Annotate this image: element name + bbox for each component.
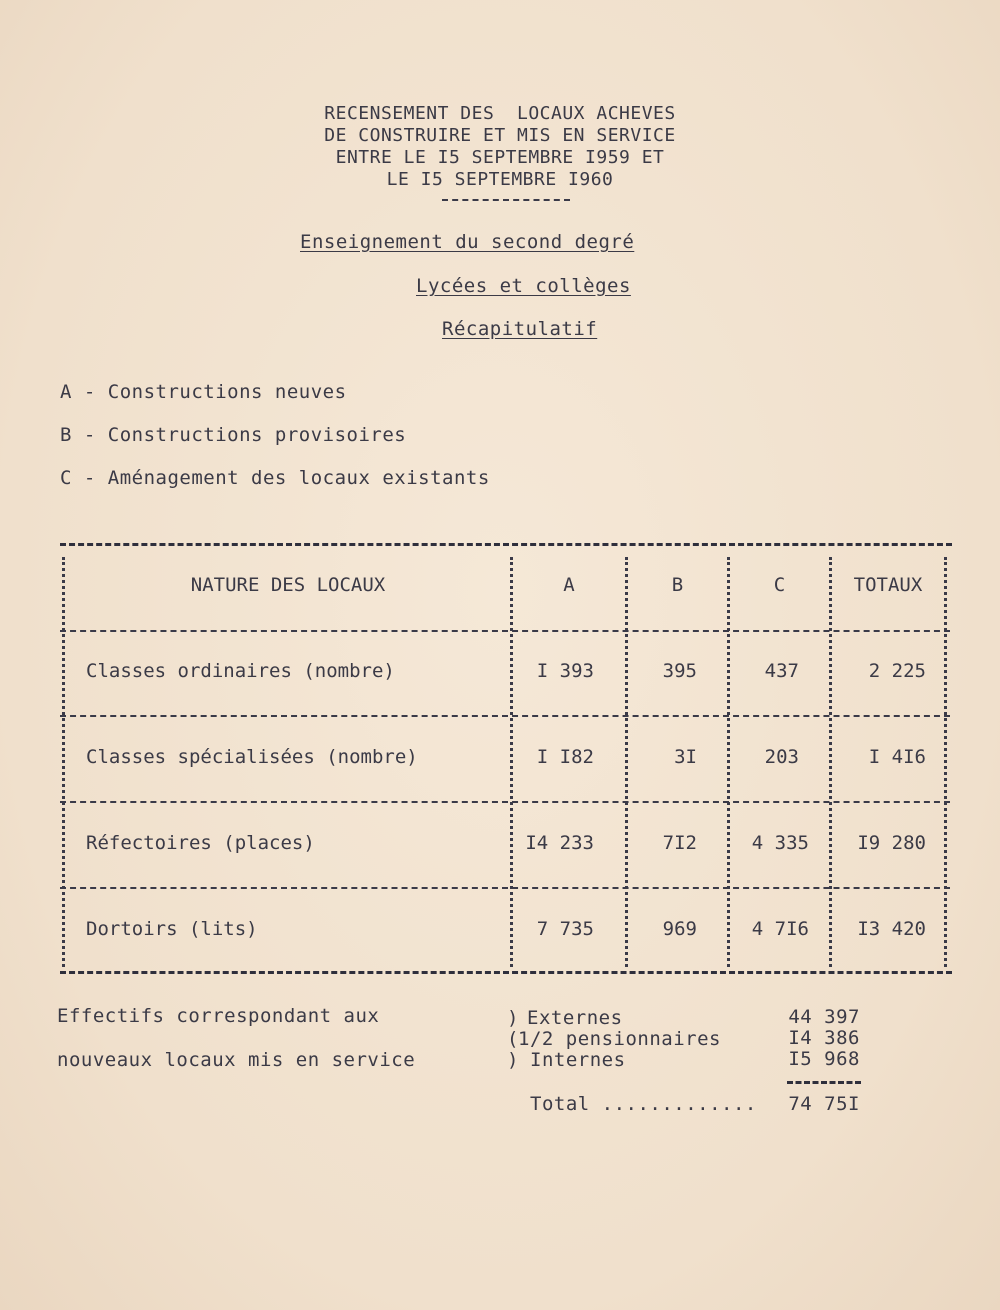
effectif-label: 1/2 pensionnaires: [518, 1028, 721, 1050]
total-value: 74 75I: [788, 1093, 860, 1115]
section-subtitle: Lycées et collèges: [416, 275, 631, 297]
column-header-a: A: [563, 574, 575, 596]
table-rule: [60, 887, 950, 889]
cell-b: 969: [662, 918, 697, 940]
cell-total: I3 420: [857, 918, 926, 940]
table-column-divider: [727, 557, 730, 967]
legend-item-c: C - Aménagement des locaux existants: [60, 467, 490, 489]
table-border-top: [60, 543, 952, 546]
column-header-c: C: [773, 574, 786, 596]
row-label: Dortoirs (lits): [86, 918, 258, 940]
cell-b: 395: [662, 660, 697, 682]
effectif-label: Externes: [527, 1007, 623, 1029]
row-label: Réfectoires (places): [86, 832, 315, 854]
effectif-bracket: (: [507, 1028, 519, 1050]
cell-c: 4 335: [751, 832, 809, 854]
cell-a: 7 735: [536, 918, 594, 940]
table-column-divider: [510, 557, 513, 967]
table-rule: [60, 801, 950, 803]
effectif-value: 44 397: [788, 1006, 860, 1028]
effectif-bracket: ): [507, 1049, 519, 1071]
cell-b: 3I: [674, 746, 697, 768]
doc-title-line-1: RECENSEMENT DES LOCAUX ACHEVES: [324, 103, 676, 124]
effectif-value: I5 968: [788, 1048, 860, 1070]
effectifs-label-line-2: nouveaux locaux mis en service: [57, 1049, 416, 1071]
cell-a: I 393: [536, 660, 594, 682]
cell-c: 203: [764, 746, 799, 768]
effectif-label: Internes: [530, 1049, 626, 1071]
cell-a: I I82: [536, 746, 594, 768]
column-header-b: B: [671, 574, 684, 596]
table-rule: [60, 715, 950, 717]
section-title: Enseignement du second degré: [300, 231, 635, 253]
column-header-nature: NATURE DES LOCAUX: [190, 574, 386, 596]
table-border-bottom: [60, 971, 952, 974]
legend-item-a: A - Constructions neuves: [60, 381, 347, 403]
cell-a: I4 233: [525, 832, 594, 854]
legend-item-b: B - Constructions provisoires: [60, 424, 407, 446]
doc-title-line-4: LE I5 SEPTEMBRE I960: [386, 169, 614, 190]
table-column-divider: [62, 557, 65, 967]
row-label: Classes ordinaires (nombre): [86, 660, 395, 682]
cell-total: I9 280: [857, 832, 926, 854]
sum-rule: [787, 1081, 861, 1084]
column-header-totaux: TOTAUX: [853, 574, 923, 596]
effectif-bracket: ): [507, 1007, 519, 1029]
doc-title-line-2: DE CONSTRUIRE ET MIS EN SERVICE: [324, 125, 676, 146]
doc-title-line-3: ENTRE LE I5 SEPTEMBRE I959 ET: [335, 147, 665, 168]
cell-total: I 4I6: [868, 746, 926, 768]
effectif-value: I4 386: [788, 1027, 860, 1049]
cell-total: 2 225: [868, 660, 926, 682]
table-column-divider: [829, 557, 832, 967]
cell-b: 7I2: [662, 832, 697, 854]
table-column-divider: [625, 557, 628, 967]
section-heading: Récapitulatif: [442, 318, 598, 340]
table-rule: [60, 630, 950, 632]
effectifs-label-line-1: Effectifs correspondant aux: [57, 1005, 380, 1027]
title-underline: [442, 199, 570, 201]
cell-c: 4 7I6: [751, 918, 809, 940]
table-column-divider: [944, 557, 947, 967]
row-label: Classes spécialisées (nombre): [86, 746, 418, 768]
total-label: Total .............: [530, 1093, 757, 1115]
cell-c: 437: [764, 660, 799, 682]
